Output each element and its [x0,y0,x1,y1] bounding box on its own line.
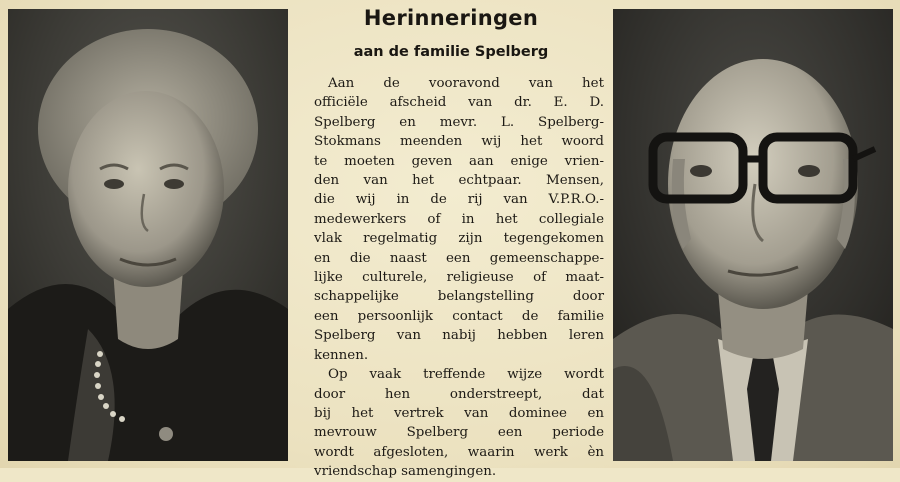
text-line: Op vaak treffende wijze wordt [328,367,604,383]
portrait-man-glasses-icon [613,9,893,461]
subheadline: aan de familie Spelberg [353,44,549,60]
text-line: een persoonlijk contact de familie [314,308,604,324]
text-line: door hen onderstreept, dat [314,386,604,402]
text-line: officiële afscheid van dr. E. D. [314,95,604,111]
text-line: die wij in de rij van V.P.R.O.- [314,192,604,208]
text-line: wordt afgesloten, waarin werk èn [314,444,604,460]
article [300,0,604,480]
text-line: Stokmans meenden wij het woord [314,134,604,150]
text-line: te moeten geven aan enige vrien- [314,153,604,169]
text-line: den van het echtpaar. Mensen, [314,173,604,189]
text-line: bij het vertrek van dominee en [314,405,604,421]
portrait-woman-icon [8,9,288,461]
text-line: Spelberg en mevr. L. Spelberg- [314,114,604,130]
article-body [314,74,604,482]
portrait-woman-photo [8,9,288,461]
headline: Herinneringen [363,6,539,30]
text-line: schappelijke belangstelling door [314,289,604,305]
portrait-man-photo [613,9,893,461]
text-line: vriendschap samengingen. [314,464,497,480]
text-line: lijke culturele, religieuse of maat- [314,270,604,286]
text-line: en die naast een gemeenschappe- [314,250,604,266]
text-line: medewerkers of in het collegiale [314,211,604,227]
text-line: Aan de vooravond van het [328,76,604,91]
text-line: Spelberg van nabij hebben leren [314,328,604,344]
text-line: mevrouw Spelberg een periode [314,425,604,441]
text-line: kennen. [314,347,369,363]
text-line: vlak regelmatig zijn tegengekomen [314,231,604,247]
